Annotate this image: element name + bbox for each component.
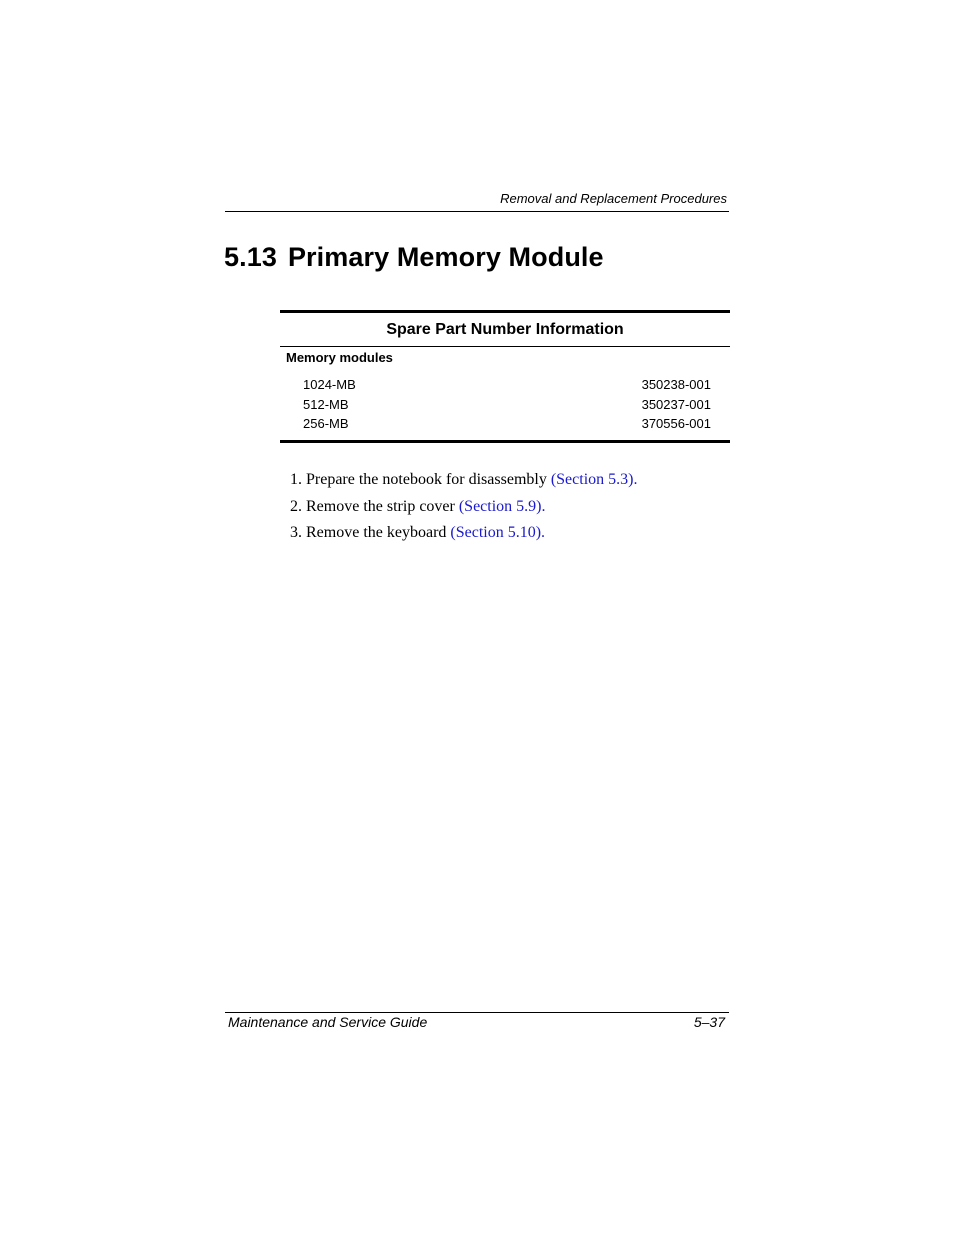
part-name: 256-MB	[303, 416, 349, 431]
step-number: 3.	[290, 524, 302, 541]
section-number: 5.13	[224, 242, 277, 272]
spare-part-table	[280, 310, 730, 443]
part-number: 350237-001	[641, 396, 711, 412]
memory-modules-group-label: Memory modules	[286, 350, 393, 365]
running-header: Removal and Replacement Procedures	[500, 191, 727, 206]
footer-divider	[225, 1012, 729, 1013]
procedure-step	[290, 467, 637, 494]
section-5-9-link[interactable]: (Section 5.9).	[458, 497, 546, 515]
part-number: 350238-001	[641, 377, 711, 392]
header-divider	[225, 211, 729, 212]
section-5-10-link[interactable]: (Section 5.10).	[450, 524, 546, 541]
part-name: 1024-MB	[303, 377, 356, 392]
procedure-step	[290, 494, 637, 521]
step-text: Remove the keyboard	[306, 524, 447, 541]
step-number: 2.	[290, 497, 302, 515]
part-row	[280, 375, 730, 395]
step-text: Prepare the notebook for disassembly	[306, 471, 547, 488]
footer-page-number: 5–37	[693, 1014, 725, 1030]
section-5-3-link[interactable]: (Section 5.3).	[550, 471, 638, 488]
step-text: Remove the strip cover	[306, 497, 455, 515]
part-name: 512-MB	[303, 396, 349, 412]
step-number: 1.	[290, 471, 302, 488]
section-title	[224, 242, 604, 273]
part-rows	[280, 369, 730, 440]
procedure-steps	[290, 467, 637, 547]
footer-guide-title: Maintenance and Service Guide	[228, 1014, 428, 1030]
section-title-text: Primary Memory Module	[287, 242, 604, 272]
procedure-step	[290, 520, 637, 547]
spare-part-table-title: Spare Part Number Information	[280, 313, 730, 347]
part-row	[280, 395, 730, 415]
part-number: 370556-001	[641, 416, 711, 431]
part-row	[280, 414, 730, 434]
